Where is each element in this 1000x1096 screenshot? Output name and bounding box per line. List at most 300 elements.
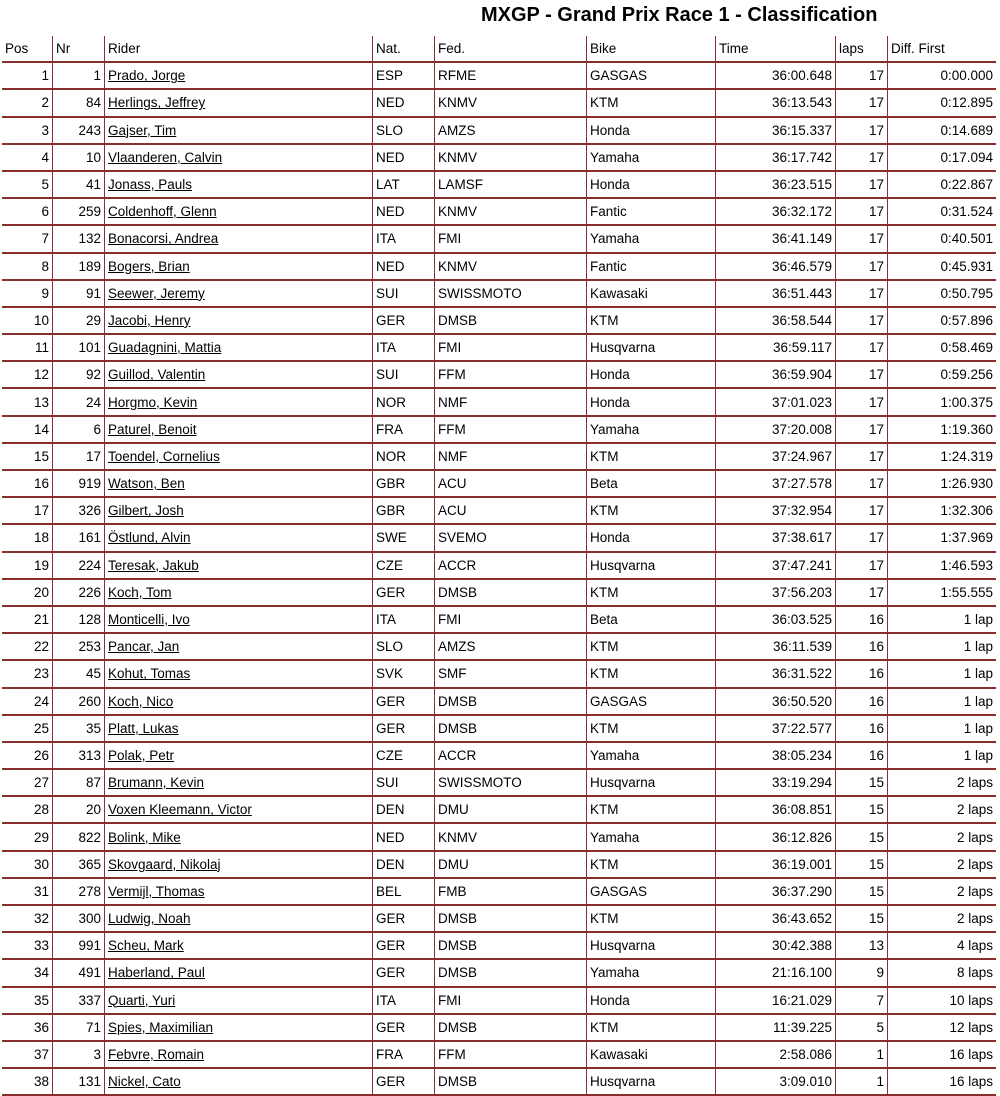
rider-link[interactable]: Vlaanderen, Calvin [108,149,223,165]
cell-fed: KNMV [434,90,586,117]
cell-bike: Yamaha [586,226,715,253]
cell-nat: ITA [372,607,434,634]
cell-diff: 16 laps [887,1042,996,1069]
table-row [2,852,996,879]
cell-nr: 822 [52,824,104,851]
rider-link[interactable]: Febvre, Romain [108,1047,205,1063]
header-row [2,36,996,63]
cell-fed: DMSB [434,308,586,335]
cell-pos: 14 [2,417,52,444]
cell-pos: 29 [2,824,52,851]
cell-bike: Yamaha [586,743,715,770]
rider-link[interactable]: Bonacorsi, Andrea [108,231,219,247]
cell-time: 11:39.225 [715,1015,835,1042]
cell-laps: 1 [835,1042,887,1069]
cell-rider [104,906,372,933]
cell-diff: 1:19.360 [887,417,996,444]
cell-nat: SUI [372,281,434,308]
rider-link[interactable]: Quarti, Yuri [108,992,176,1008]
cell-fed: DMU [434,852,586,879]
rider-link[interactable]: Platt, Lukas [108,720,179,736]
cell-time: 36:41.149 [715,226,835,253]
cell-diff: 10 laps [887,988,996,1015]
cell-pos: 12 [2,362,52,389]
cell-time: 37:01.023 [715,389,835,416]
cell-nat: SVK [372,661,434,688]
cell-diff: 1:55.555 [887,580,996,607]
cell-laps: 17 [835,145,887,172]
cell-fed: KNMV [434,254,586,281]
cell-rider [104,852,372,879]
cell-nat: ITA [372,988,434,1015]
page-title: MXGP - Grand Prix Race 1 - Classification [481,4,878,26]
cell-laps: 17 [835,417,887,444]
cell-bike: Beta [586,607,715,634]
cell-fed: FFM [434,362,586,389]
cell-fed: ACCR [434,553,586,580]
cell-bike: Husqvarna [586,335,715,362]
cell-bike: GASGAS [586,63,715,90]
cell-nr: 313 [52,743,104,770]
table-row [2,988,996,1015]
cell-time: 36:19.001 [715,852,835,879]
cell-diff: 2 laps [887,824,996,851]
cell-bike: KTM [586,444,715,471]
cell-nr: 101 [52,335,104,362]
table-row [2,63,996,90]
cell-time: 37:24.967 [715,444,835,471]
cell-bike: Yamaha [586,417,715,444]
cell-rider [104,90,372,117]
cell-fed: FMB [434,879,586,906]
table-row [2,634,996,661]
cell-pos: 23 [2,661,52,688]
cell-laps: 17 [835,580,887,607]
cell-diff: 12 laps [887,1015,996,1042]
rider-link[interactable]: Jacobi, Henry [108,312,191,328]
cell-nr: 10 [52,145,104,172]
table-row [2,879,996,906]
rider-link[interactable]: Herlings, Jeffrey [108,95,206,111]
cell-laps: 15 [835,906,887,933]
cell-nat: GBR [372,471,434,498]
cell-pos: 38 [2,1069,52,1096]
table-row [2,553,996,580]
cell-time: 36:59.904 [715,362,835,389]
table-row [2,607,996,634]
cell-time: 36:31.522 [715,661,835,688]
cell-laps: 17 [835,199,887,226]
rider-link[interactable]: Skovgaard, Nikolaj [108,856,221,872]
cell-bike: Kawasaki [586,281,715,308]
cell-bike: Yamaha [586,824,715,851]
cell-diff: 0:17.094 [887,145,996,172]
cell-nr: 128 [52,607,104,634]
cell-nat: GER [372,1069,434,1096]
header-nr: Nr [52,36,104,63]
cell-nat: SUI [372,362,434,389]
cell-nr: 189 [52,254,104,281]
table-row [2,906,996,933]
cell-fed: DMSB [434,960,586,987]
cell-rider [104,607,372,634]
cell-pos: 6 [2,199,52,226]
cell-fed: FMI [434,335,586,362]
cell-pos: 3 [2,118,52,145]
page-title-bar [0,2,1000,30]
cell-laps: 16 [835,634,887,661]
cell-time: 33:19.294 [715,770,835,797]
cell-bike: Fantic [586,254,715,281]
cell-nr: 24 [52,389,104,416]
cell-diff: 4 laps [887,933,996,960]
cell-nr: 20 [52,797,104,824]
rider-link[interactable]: Ludwig, Noah [108,911,191,927]
table-row [2,1042,996,1069]
rider-link[interactable]: Coldenhoff, Glenn [108,204,217,220]
table-row [2,90,996,117]
cell-rider [104,879,372,906]
cell-diff: 0:12.895 [887,90,996,117]
rider-link[interactable]: Seewer, Jeremy [108,285,205,301]
cell-rider [104,661,372,688]
cell-time: 36:12.826 [715,824,835,851]
rider-link[interactable]: Voxen Kleemann, Victor [108,802,252,818]
cell-nr: 1 [52,63,104,90]
table-row [2,226,996,253]
cell-rider [104,389,372,416]
cell-diff: 1 lap [887,661,996,688]
cell-bike: KTM [586,580,715,607]
cell-nr: 253 [52,634,104,661]
cell-rider [104,1069,372,1096]
table-row [2,498,996,525]
cell-diff: 8 laps [887,960,996,987]
cell-bike: Beta [586,471,715,498]
cell-nr: 243 [52,118,104,145]
table-row [2,254,996,281]
cell-time: 37:38.617 [715,525,835,552]
cell-fed: AMZS [434,118,586,145]
cell-nr: 300 [52,906,104,933]
rider-link[interactable]: Haberland, Paul [108,965,205,981]
cell-laps: 16 [835,661,887,688]
cell-diff: 0:22.867 [887,172,996,199]
rider-link[interactable]: Teresak, Jakub [108,557,199,573]
cell-diff: 1:32.306 [887,498,996,525]
cell-bike: KTM [586,1015,715,1042]
table-row [2,525,996,552]
cell-nr: 17 [52,444,104,471]
cell-fed: RFME [434,63,586,90]
cell-pos: 35 [2,988,52,1015]
cell-time: 36:11.539 [715,634,835,661]
cell-bike: Husqvarna [586,1069,715,1096]
cell-time: 36:37.290 [715,879,835,906]
rider-link[interactable]: Östlund, Alvin [108,530,191,546]
cell-laps: 15 [835,879,887,906]
cell-bike: Yamaha [586,960,715,987]
cell-nat: GER [372,689,434,716]
cell-pos: 37 [2,1042,52,1069]
cell-rider [104,716,372,743]
cell-pos: 30 [2,852,52,879]
cell-time: 37:32.954 [715,498,835,525]
cell-time: 3:09.010 [715,1069,835,1096]
cell-diff: 0:58.469 [887,335,996,362]
rider-link[interactable]: Bolink, Mike [108,829,181,845]
cell-nr: 41 [52,172,104,199]
cell-diff: 0:50.795 [887,281,996,308]
cell-nr: 991 [52,933,104,960]
header-time: Time [715,36,835,63]
header-nat: Nat. [372,36,434,63]
cell-laps: 15 [835,770,887,797]
table-row [2,770,996,797]
table-row [2,362,996,389]
cell-nat: GER [372,308,434,335]
cell-nat: GBR [372,498,434,525]
cell-bike: Yamaha [586,145,715,172]
rider-link[interactable]: Watson, Ben [108,476,185,492]
rider-link[interactable]: Paturel, Benoit [108,421,197,437]
cell-time: 36:51.443 [715,281,835,308]
cell-bike: Honda [586,172,715,199]
cell-laps: 17 [835,525,887,552]
cell-time: 37:22.577 [715,716,835,743]
cell-time: 21:16.100 [715,960,835,987]
cell-time: 37:27.578 [715,471,835,498]
cell-bike: Honda [586,118,715,145]
cell-diff: 2 laps [887,797,996,824]
cell-pos: 20 [2,580,52,607]
cell-rider [104,743,372,770]
cell-nr: 87 [52,770,104,797]
cell-nat: SLO [372,118,434,145]
cell-time: 36:32.172 [715,199,835,226]
cell-rider [104,1015,372,1042]
rider-link[interactable]: Gilbert, Josh [108,503,184,519]
rider-link[interactable]: Vermijl, Thomas [108,883,205,899]
cell-bike: Husqvarna [586,553,715,580]
cell-nat: GER [372,933,434,960]
cell-bike: KTM [586,498,715,525]
cell-diff: 1:37.969 [887,525,996,552]
header-diff: Diff. First [887,36,996,63]
cell-diff: 1:26.930 [887,471,996,498]
cell-nat: ITA [372,226,434,253]
cell-nr: 161 [52,525,104,552]
rider-link[interactable]: Prado, Jorge [108,68,186,84]
cell-diff: 1 lap [887,607,996,634]
cell-nat: GER [372,580,434,607]
cell-bike: Honda [586,988,715,1015]
cell-diff: 0:57.896 [887,308,996,335]
cell-rider [104,960,372,987]
header-rider: Rider [104,36,372,63]
rider-link[interactable]: Koch, Nico [108,693,174,709]
cell-laps: 17 [835,335,887,362]
header-fed: Fed. [434,36,586,63]
table-row [2,417,996,444]
cell-pos: 2 [2,90,52,117]
cell-pos: 17 [2,498,52,525]
cell-laps: 17 [835,498,887,525]
cell-nat: CZE [372,553,434,580]
rider-link[interactable]: Brumann, Kevin [108,775,205,791]
cell-time: 36:43.652 [715,906,835,933]
cell-time: 36:15.337 [715,118,835,145]
table-row [2,118,996,145]
table-row [2,824,996,851]
cell-fed: FMI [434,226,586,253]
cell-pos: 8 [2,254,52,281]
cell-rider [104,308,372,335]
cell-fed: LAMSF [434,172,586,199]
table-row [2,689,996,716]
cell-fed: NMF [434,389,586,416]
cell-diff: 0:00.000 [887,63,996,90]
cell-diff: 1 lap [887,716,996,743]
cell-pos: 32 [2,906,52,933]
rider-link[interactable]: Nickel, Cato [108,1074,181,1090]
cell-pos: 15 [2,444,52,471]
rider-link[interactable]: Koch, Tom [108,584,172,600]
cell-pos: 26 [2,743,52,770]
table-row [2,444,996,471]
cell-pos: 28 [2,797,52,824]
cell-rider [104,525,372,552]
cell-fed: DMSB [434,689,586,716]
cell-fed: DMSB [434,1069,586,1096]
cell-rider [104,634,372,661]
cell-rider [104,444,372,471]
cell-rider [104,1042,372,1069]
cell-nat: DEN [372,852,434,879]
rider-link[interactable]: Horgmo, Kevin [108,394,198,410]
cell-nat: DEN [372,797,434,824]
cell-diff: 0:59.256 [887,362,996,389]
cell-time: 16:21.029 [715,988,835,1015]
rider-link[interactable]: Guillod, Valentin [108,367,206,383]
cell-fed: AMZS [434,634,586,661]
cell-nat: NOR [372,444,434,471]
rider-link[interactable]: Spies, Maximilian [108,1019,214,1035]
rider-link[interactable]: Jonass, Pauls [108,177,193,193]
cell-time: 36:59.117 [715,335,835,362]
table-row [2,199,996,226]
cell-time: 2:58.086 [715,1042,835,1069]
cell-pos: 27 [2,770,52,797]
cell-diff: 0:45.931 [887,254,996,281]
rider-link[interactable]: Pancar, Jan [108,639,180,655]
cell-pos: 5 [2,172,52,199]
cell-fed: DMSB [434,716,586,743]
rider-link[interactable]: Toendel, Cornelius [108,448,220,464]
cell-nr: 919 [52,471,104,498]
cell-nr: 326 [52,498,104,525]
cell-time: 37:20.008 [715,417,835,444]
cell-nat: FRA [372,1042,434,1069]
cell-laps: 17 [835,308,887,335]
cell-nr: 91 [52,281,104,308]
rider-link[interactable]: Scheu, Mark [108,938,184,954]
cell-laps: 15 [835,824,887,851]
cell-bike: Kawasaki [586,1042,715,1069]
cell-diff: 1 lap [887,634,996,661]
cell-pos: 9 [2,281,52,308]
cell-laps: 15 [835,797,887,824]
cell-bike: KTM [586,308,715,335]
cell-bike: Husqvarna [586,770,715,797]
cell-nat: NOR [372,389,434,416]
cell-laps: 13 [835,933,887,960]
table-row [2,281,996,308]
cell-time: 36:08.851 [715,797,835,824]
table-row [2,172,996,199]
cell-rider [104,362,372,389]
rider-link[interactable]: Bogers, Brian [108,258,190,274]
cell-nat: LAT [372,172,434,199]
cell-nr: 6 [52,417,104,444]
cell-pos: 10 [2,308,52,335]
cell-pos: 1 [2,63,52,90]
cell-rider [104,335,372,362]
cell-nr: 365 [52,852,104,879]
cell-fed: KNMV [434,824,586,851]
cell-diff: 2 laps [887,906,996,933]
cell-nat: NED [372,145,434,172]
cell-pos: 36 [2,1015,52,1042]
cell-rider [104,254,372,281]
table-row [2,335,996,362]
cell-diff: 2 laps [887,852,996,879]
rider-link[interactable]: Kohut, Tomas [108,666,191,682]
cell-pos: 4 [2,145,52,172]
rider-link[interactable]: Monticelli, Ivo [108,612,190,628]
cell-bike: Fantic [586,199,715,226]
cell-time: 36:17.742 [715,145,835,172]
rider-link[interactable]: Gajser, Tim [108,122,177,138]
cell-rider [104,797,372,824]
cell-nat: GER [372,906,434,933]
cell-fed: SWISSMOTO [434,281,586,308]
cell-nr: 278 [52,879,104,906]
cell-diff: 2 laps [887,879,996,906]
cell-diff: 1 lap [887,689,996,716]
cell-fed: FMI [434,607,586,634]
cell-nat: BEL [372,879,434,906]
cell-bike: KTM [586,906,715,933]
table-row [2,471,996,498]
cell-pos: 16 [2,471,52,498]
cell-time: 36:50.520 [715,689,835,716]
cell-bike: KTM [586,716,715,743]
cell-rider [104,118,372,145]
rider-link[interactable]: Polak, Petr [108,747,175,763]
cell-laps: 17 [835,362,887,389]
cell-rider [104,770,372,797]
cell-fed: ACU [434,471,586,498]
header-laps: laps [835,36,887,63]
table-row [2,1069,996,1096]
cell-bike: GASGAS [586,879,715,906]
cell-nat: NED [372,90,434,117]
cell-bike: KTM [586,852,715,879]
cell-diff: 0:31.524 [887,199,996,226]
rider-link[interactable]: Guadagnini, Mattia [108,340,222,356]
cell-nr: 224 [52,553,104,580]
